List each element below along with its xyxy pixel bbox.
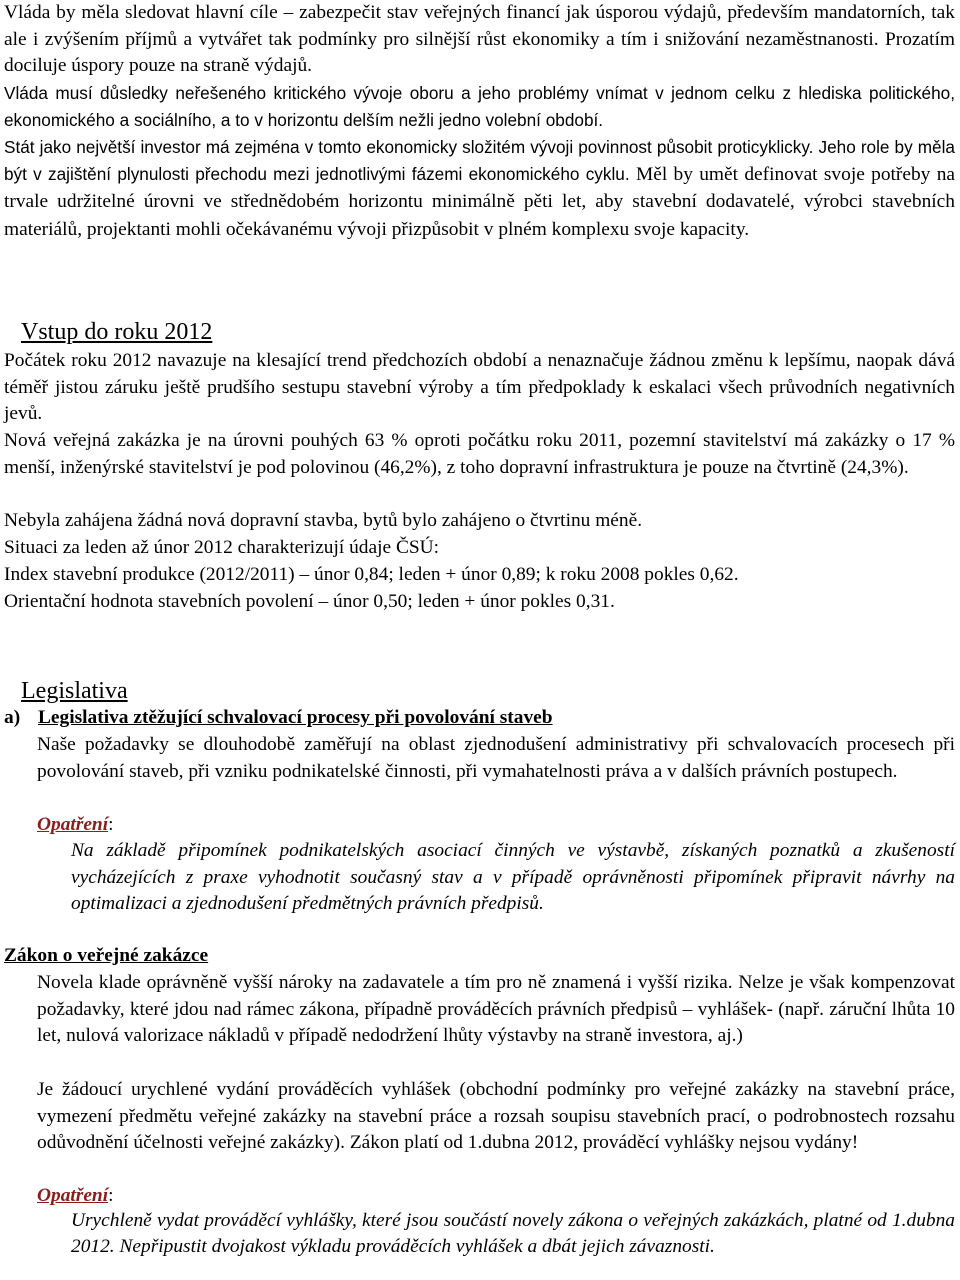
legislativa-subsection-a [4, 705, 553, 731]
vstup-paragraph-2: Nová veřejná zakázka je na úrovni pouhých 63 % oproti počátku roku 2011, pozemní stavitelství má zakázky o 17 % menší, inženýrské stavitelství je pod polovinou (46,2%), z toho dopravní infrastruktura je pouze na čtvrtině (24,3%). [4, 430, 955, 478]
intro-paragraph-1: Vláda by měla sledovat hlavní cíle – zabezpečit stav veřejných financí jak úsporou výdajů, především mandatorních, tak ale i zvýšením příjmů a vytvářet tak podmínky pro silnější růst ekonomiky a tím i snižování nezaměstnanosti. Prozatím dociluje úspory pouze na straně výdajů. [4, 2, 955, 76]
section-heading-vstup: Vstup do roku 2012 [21, 319, 213, 345]
legislativa-opatreni-label [37, 812, 114, 838]
legislativa-subsection-a-title: Legislativa ztěžující schvalovací procesy při povolování staveb [38, 707, 553, 728]
opatreni-label-text: Opatření [37, 814, 109, 835]
opatreni-colon: : [108, 814, 114, 835]
zakon-paragraph-2: Je žádoucí urychlené vydání prováděcích vyhlášek (obchodní podmínky pro veřejné zakázky na stavební práce, vymezení předmětu veřejné zakázky na stavební práce a rozsah soupisu stavebních prací, o podrobnostech rozsahu odůvodnění účelnosti veřejné zakázky). Zákon platí od 1.dubna 2012, prováděcí vyhlášky nejsou vydány! [37, 1079, 955, 1153]
zakon-paragraph-1: Novela klade oprávněně vyšší nároky na zadavatele a tím pro ně znamená i vyšší rizika. Nelze je však kompenzovat požadavky, které jdou nad rámec zákona, případně prováděcích právních předpisů – vyhlášek- (např. záruční lhůta 10 let, nulová valorizace nákladů v případě nedodržení lhůty výstavby na straně investora, aj.) [37, 972, 955, 1046]
zakon-opatreni-label [37, 1183, 114, 1209]
intro-paragraph-3 [4, 134, 955, 240]
intro-paragraph-3-serif: Měl by umět definovat svoje potřeby na trvale udržitelné úrovni ve střednědobém horizontu minimálně pěti let, aby stavební dodavatelé, výrobci stavebních materiálů, projektanti mohli očekávanému vývoji přizpůsobit v plném komplexu svoje kapacity. [4, 163, 955, 240]
vstup-paragraph-3: Nebyla zahájena žádná nová dopravní stavba, bytů bylo zahájeno o čtvrtinu méně. [4, 510, 643, 531]
legislativa-opatreni-text: Na základě připomínek podnikatelských asociací činných ve výstavbě, získaných poznatků a zkušeností vycházejících z praxe vyhodnotit současný stav a v případě oprávněnosti připomínek připravit návrhy na optimalizaci a zjednodušení předmětných právních předpisů. [71, 840, 955, 914]
zakon-title: Zákon o veřejné zakázce [4, 945, 209, 966]
vstup-paragraph-4: Situaci za leden až únor 2012 charakterizují údaje ČSÚ: [4, 537, 440, 558]
list-marker: a) [4, 707, 21, 728]
opatreni-colon: : [108, 1185, 114, 1206]
section-heading-legislativa: Legislativa [21, 678, 128, 704]
legislativa-a-body: Naše požadavky se dlouhodobě zaměřují na oblast zjednodušení administrativy při schvalovacích procesech při povolování staveb, při vzniku podnikatelské činnosti, při vymahatelnosti práva a v dalších právních postupech. [37, 734, 955, 782]
vstup-paragraph-6: Orientační hodnota stavebních povolení – únor 0,50; leden + únor pokles 0,31. [4, 591, 615, 612]
intro-paragraph-3-sans: Stát jako největší investor má zejména v tomto ekonomicky složitém vývoji povinnost působit proticyklicky. Jeho role by měla být v zajištění plynulosti přechodu mezi jednotlivými fázemi ekonomického cyklu. [4, 137, 955, 184]
opatreni-label-text: Opatření [37, 1185, 109, 1206]
intro-paragraph-2: Vláda musí důsledky neřešeného kritického vývoje oboru a jeho problémy vnímat v jednom celku z hlediska politického, ekonomického a sociálního, a to v horizontu delším nežli jedno volební období. [4, 83, 955, 130]
vstup-paragraph-5: Index stavební produkce (2012/2011) – únor 0,84; leden + únor 0,89; k roku 2008 pokles 0,62. [4, 564, 739, 585]
vstup-paragraph-1: Počátek roku 2012 navazuje na klesající trend předchozích období a nenaznačuje žádnou změnu k lepšímu, naopak dává téměř jistou záruku ještě prudšího sestupu stavební výroby a tím předpoklady k eskalaci všech průvodních negativních jevů. [4, 350, 955, 424]
zakon-opatreni-text: Urychleně vydat prováděcí vyhlášky, které jsou součástí novely zákona o veřejných zakázkách, platné od 1.dubna 2012. Nepřipustit dvojakost výkladu prováděcích vyhlášek a dbát jejich závaznosti. [71, 1210, 955, 1257]
